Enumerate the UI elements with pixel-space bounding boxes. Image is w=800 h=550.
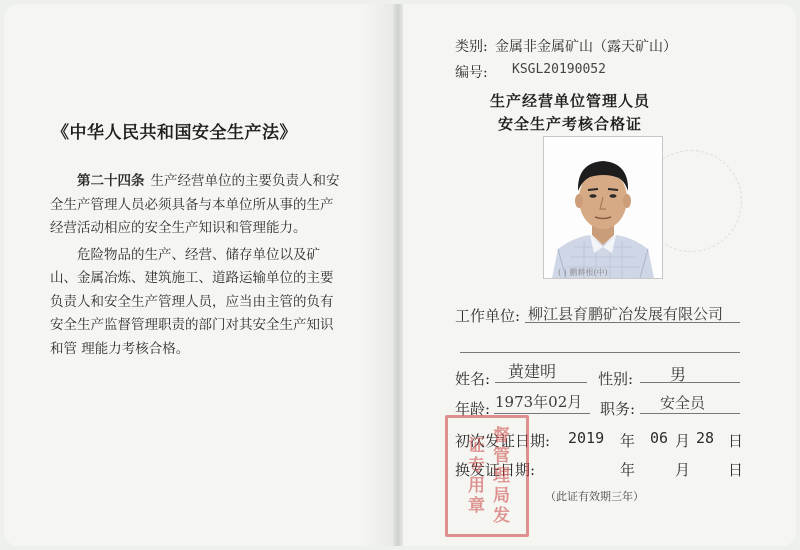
person-portrait xyxy=(544,137,662,278)
employer-second-underline xyxy=(460,352,740,353)
first-issue-label: 初次发证日期: xyxy=(455,432,551,450)
first-issue-day-char: 日 xyxy=(728,432,744,450)
renewal-month-char: 月 xyxy=(675,461,691,479)
fold-shadow xyxy=(360,4,396,546)
number-label: 编号: xyxy=(455,65,488,81)
article-label: 第二十四条 xyxy=(77,173,145,189)
first-issue-month-char: 月 xyxy=(675,432,691,450)
position-label: 职务: xyxy=(600,400,636,418)
position-underline xyxy=(640,413,740,414)
age-underline xyxy=(494,413,590,414)
validity-note: （此证有效期三年） xyxy=(545,490,644,503)
photo-caption: ( ) 鹏耕根(中) xyxy=(558,268,608,277)
category-label: 类别: xyxy=(455,39,488,55)
article-paragraph-1 xyxy=(50,170,346,241)
first-issue-day: 28 xyxy=(696,429,715,447)
certificate-title-line-2: 安全生产考核合格证 xyxy=(497,115,642,133)
employer-value: 柳江县育鹏矿冶发展有限公司 xyxy=(528,305,724,323)
law-title: 《中华人民共和国安全生产法》 xyxy=(52,123,297,143)
article-text-1: 生产经营单位的主要负责人和安全生产管理人员必须具备与本单位所从事的生产经营活动相应的安全生产知识和管理能力。 xyxy=(50,173,340,236)
law-article xyxy=(50,170,346,364)
position-value: 安全员 xyxy=(660,394,706,412)
employer-label: 工作单位: xyxy=(455,307,521,325)
id-photo xyxy=(543,136,663,279)
first-issue-year-char: 年 xyxy=(620,432,636,450)
name-label: 姓名: xyxy=(455,370,491,388)
book-spine xyxy=(393,4,403,546)
certificate-title-line-1: 生产经营单位管理人员 xyxy=(489,92,650,110)
renewal-day-char: 日 xyxy=(728,461,744,479)
gender-label: 性别: xyxy=(598,370,634,388)
age-value: 1973年02月 xyxy=(495,393,583,411)
name-value: 黄建明 xyxy=(508,362,557,381)
official-stamp: 督管理局发证专用章 xyxy=(445,415,529,537)
gender-value: 男 xyxy=(670,365,687,384)
age-label: 年龄: xyxy=(455,400,491,418)
first-issue-year: 2019 xyxy=(568,429,605,447)
name-underline xyxy=(495,382,587,383)
number-value: KSGL20190052 xyxy=(512,62,606,77)
renewal-label: 换发证日期: xyxy=(455,461,536,479)
article-paragraph-2: 危险物品的生产、经营、储存单位以及矿山、金属冶炼、建筑施工、道路运输单位的主要负责人和安全生产管理人员，应当由主管的负有安全生产监督管理职责的部门对其安全生产知识和管 理能力考核合格。 xyxy=(50,246,334,357)
employer-underline xyxy=(525,322,740,323)
renewal-year-char: 年 xyxy=(620,461,636,479)
gender-underline xyxy=(640,382,740,383)
first-issue-month: 06 xyxy=(650,429,669,447)
category-value: 金属非金属矿山（露天矿山） xyxy=(495,39,677,55)
